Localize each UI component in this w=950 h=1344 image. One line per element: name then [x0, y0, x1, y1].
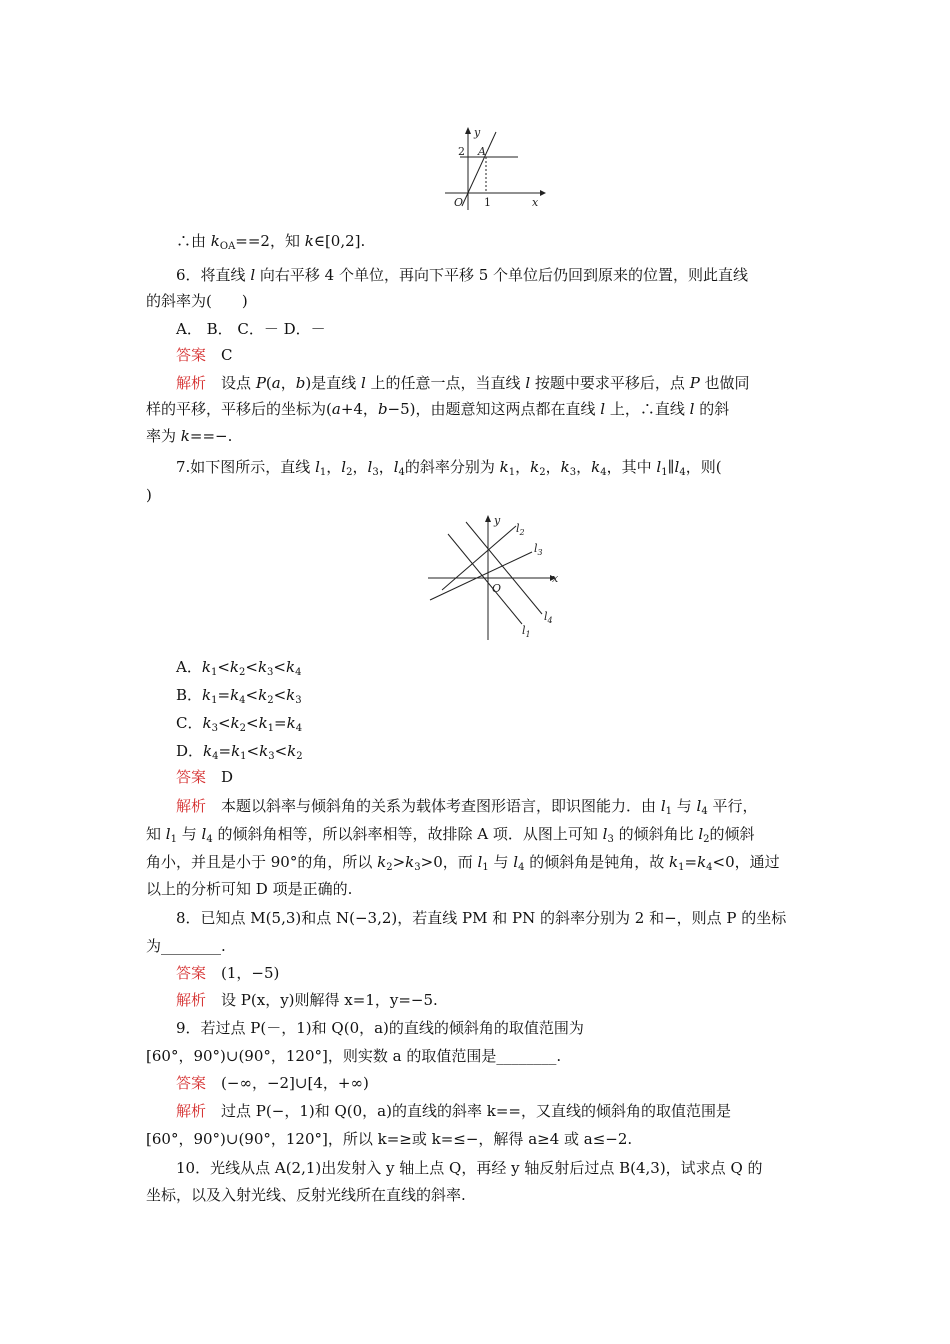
- q9-stem-line1: 9．若过点 P(－，1)和 Q(0，a)的直线的倾斜角的取值范围为: [176, 1019, 584, 1037]
- q7-analysis-line4: 以上的分析可知 D 项是正确的.: [146, 880, 353, 898]
- k-oa-line: ∴由 $k_{OA}==2$，知 k∈[0,2].: [176, 232, 366, 252]
- q7-option-a: A．$k_1<k_2<k_3<k_4$: [176, 658, 302, 678]
- q7-answer: 答案 D: [176, 768, 234, 786]
- q7-stem-line1: 7.如下图所示，直线 $l_1$，$l_2$，$l_3$，$l_4$的斜率分别为 $k_1$，$k_2$，$k_3$，$k_4$，其中 $l_1\parallel l_4$，则(: [176, 458, 722, 478]
- figure-four-lines: [426, 512, 566, 642]
- q8-analysis: 解析 设 P(x，y)则解得 x=1，y=−5.: [176, 991, 438, 1009]
- q6-options: A． B． C．－ D．－: [176, 320, 326, 338]
- q7-stem-line2: ): [146, 486, 152, 504]
- q6-stem-line1: 6．将直线 l 向右平移 4 个单位，再向下平移 5 个单位后仍回到原来的位置，则此直线: [176, 266, 749, 284]
- q6-stem-line2: 的斜率为( ): [146, 292, 248, 310]
- fig2-x-label: x: [552, 572, 559, 585]
- answer-label: 答案: [176, 768, 207, 786]
- q7-analysis-line1: 解析 本题以斜率与倾斜角的关系为载体考查图形语言，即识图能力．由 $l_1$ 与 $l_4$ 平行，: [176, 797, 758, 817]
- fig2-y-label: y: [494, 514, 501, 527]
- q9-answer: 答案 (−∞，−2]∪[4，+∞): [176, 1074, 369, 1092]
- q6-answer: 答案 C: [176, 346, 233, 364]
- fig1-tick-y: 2: [458, 145, 465, 158]
- fig2-l3-label: $l_3$: [534, 542, 543, 557]
- q6-analysis-line2: 样的平移，平移后的坐标为(a+4，b−5)，由题意知这两点都在直线 l 上，∴直线 l 的斜: [146, 400, 730, 418]
- q9-analysis-line2: [60°，90°)∪(90°，120°]，所以 k=≥或 k=≤−，解得 a≥4 或 a≤−2.: [146, 1130, 633, 1148]
- analysis-label: 解析: [176, 991, 207, 1009]
- q6-analysis-line3: 率为 k==−.: [146, 427, 233, 445]
- fig1-y-label: y: [474, 126, 481, 139]
- answer-label: 答案: [176, 964, 207, 982]
- analysis-label: 解析: [176, 797, 207, 815]
- q9-stem-line2: [60°，90°)∪(90°，120°]，则实数 a 的取值范围是________.: [146, 1047, 562, 1065]
- fig1-origin-label: O: [454, 196, 464, 209]
- fig2-origin-label: O: [492, 582, 502, 595]
- q7-option-d: D．$k_4=k_1<k_3<k_2$: [176, 742, 303, 762]
- answer-label: 答案: [176, 346, 207, 364]
- analysis-label: 解析: [176, 1102, 207, 1120]
- figure-line-through-a: [440, 126, 550, 216]
- q7-option-b: B．$k_1=k_4<k_2<k_3$: [176, 686, 302, 706]
- q10-stem-line1: 10．光线从点 A(2,1)出发射入 y 轴上点 Q，再经 y 轴反射后过点 B(4,3)，试求点 Q 的: [176, 1159, 763, 1177]
- fig2-l4-label: $l_4$: [544, 610, 553, 625]
- q6-analysis-line1: 解析 设点 P(a，b)是直线 l 上的任意一点，当直线 l 按题中要求平移后，点 P 也做同: [176, 374, 750, 392]
- q8-answer: 答案 (1，−5): [176, 964, 280, 982]
- fig2-l1-label: $l_1$: [522, 624, 531, 639]
- q8-stem-line1: 8．已知点 M(5,3)和点 N(−3,2)，若直线 PM 和 PN 的斜率分别为 2 和−，则点 P 的坐标: [176, 909, 787, 927]
- q10-stem-line2: 坐标，以及入射光线、反射光线所在直线的斜率.: [146, 1186, 466, 1204]
- fig1-x-label: x: [532, 196, 539, 209]
- fig1-tick-x: 1: [484, 196, 491, 209]
- fig2-l2-label: $l_2$: [516, 522, 525, 537]
- q9-analysis-line1: 解析 过点 P(−，1)和 Q(0，a)的直线的斜率 k==，又直线的倾斜角的取值范围是: [176, 1102, 731, 1120]
- q7-option-c: C．$k_3<k_2<k_1=k_4$: [176, 714, 303, 734]
- fig1-point-label: A: [478, 145, 486, 158]
- analysis-label: 解析: [176, 374, 207, 392]
- q8-stem-line2: 为________.: [146, 937, 226, 955]
- q7-analysis-line2: 知 $l_1$ 与 $l_4$ 的倾斜角相等，所以斜率相等，故排除 A 项．从图上可知 $l_3$ 的倾斜角比 $l_2$的倾斜: [146, 825, 755, 845]
- answer-label: 答案: [176, 1074, 207, 1092]
- q7-analysis-line3: 角小，并且是小于 90°的角，所以 $k_2>k_3>0$，而 $l_1$ 与 $l_4$ 的倾斜角是钝角，故 $k_1=k_4<0$，通过: [146, 853, 780, 873]
